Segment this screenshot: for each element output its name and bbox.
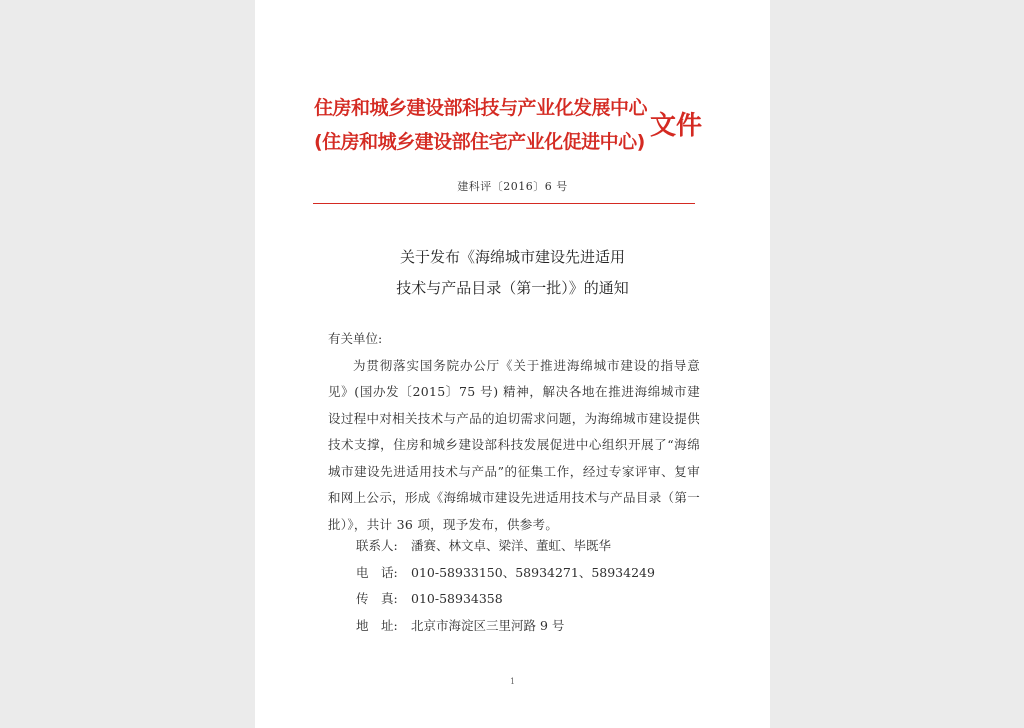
contact-persons-label: 联系人: xyxy=(356,538,398,553)
notice-title-line-1: 关于发布《海绵城市建设先进适用 xyxy=(399,248,625,266)
document-type-label: 文件 xyxy=(650,111,703,141)
org-name-line-1: 住房和城乡建设部科技与产业化发展中心 xyxy=(314,97,648,119)
salutation: 有关单位: xyxy=(328,331,383,346)
phone-value: 010-58933150、58934271、58934249 xyxy=(411,564,655,580)
notice-title xyxy=(255,242,770,304)
address-row xyxy=(356,613,655,640)
phone-row xyxy=(356,560,655,587)
red-divider-line xyxy=(313,203,695,204)
fax-value: 010-58934358 xyxy=(411,591,503,606)
body-paragraph: 为贯彻落实国务院办公厅《关于推进海绵城市建设的指导意见》(国办发〔2015〕75 号) 精神，解决各地在推进海绵城市建设过程中对相关技术与产品的迫切需求问题，为海绵城市建设提供技术支撑，住房和城乡建设部科技发展促进中心组织开展了“海绵城市建设先进适用技术与产品”的征集工作，经过专家评审、复审和网上公示，形成《海绵城市建设先进适用技术与产品目录（第一批）》，共计 36 项，现予发布，供参考。 xyxy=(328,357,700,532)
page-number: 1 xyxy=(509,677,516,686)
fax-row xyxy=(356,586,655,613)
contact-block xyxy=(356,533,655,639)
contact-persons-row xyxy=(356,533,655,560)
notice-body xyxy=(328,326,700,538)
issuing-organization xyxy=(314,91,648,159)
address-value: 北京市海淀区三里河路 9 号 xyxy=(411,617,565,633)
document-page xyxy=(255,0,770,728)
document-number: 建科评〔2016〕6 号 xyxy=(457,180,568,193)
org-name-line-2: (住房和城乡建设部住宅产业化促进中心) xyxy=(314,131,645,153)
notice-title-line-2: 技术与产品目录（第一批）》的通知 xyxy=(396,279,629,297)
phone-label: 电 话: xyxy=(356,564,398,580)
fax-label: 传 真: xyxy=(356,591,398,606)
address-label: 地 址: xyxy=(356,617,398,633)
contact-persons-value: 潘赛、林文卓、梁洋、董虹、毕既华 xyxy=(411,538,612,553)
